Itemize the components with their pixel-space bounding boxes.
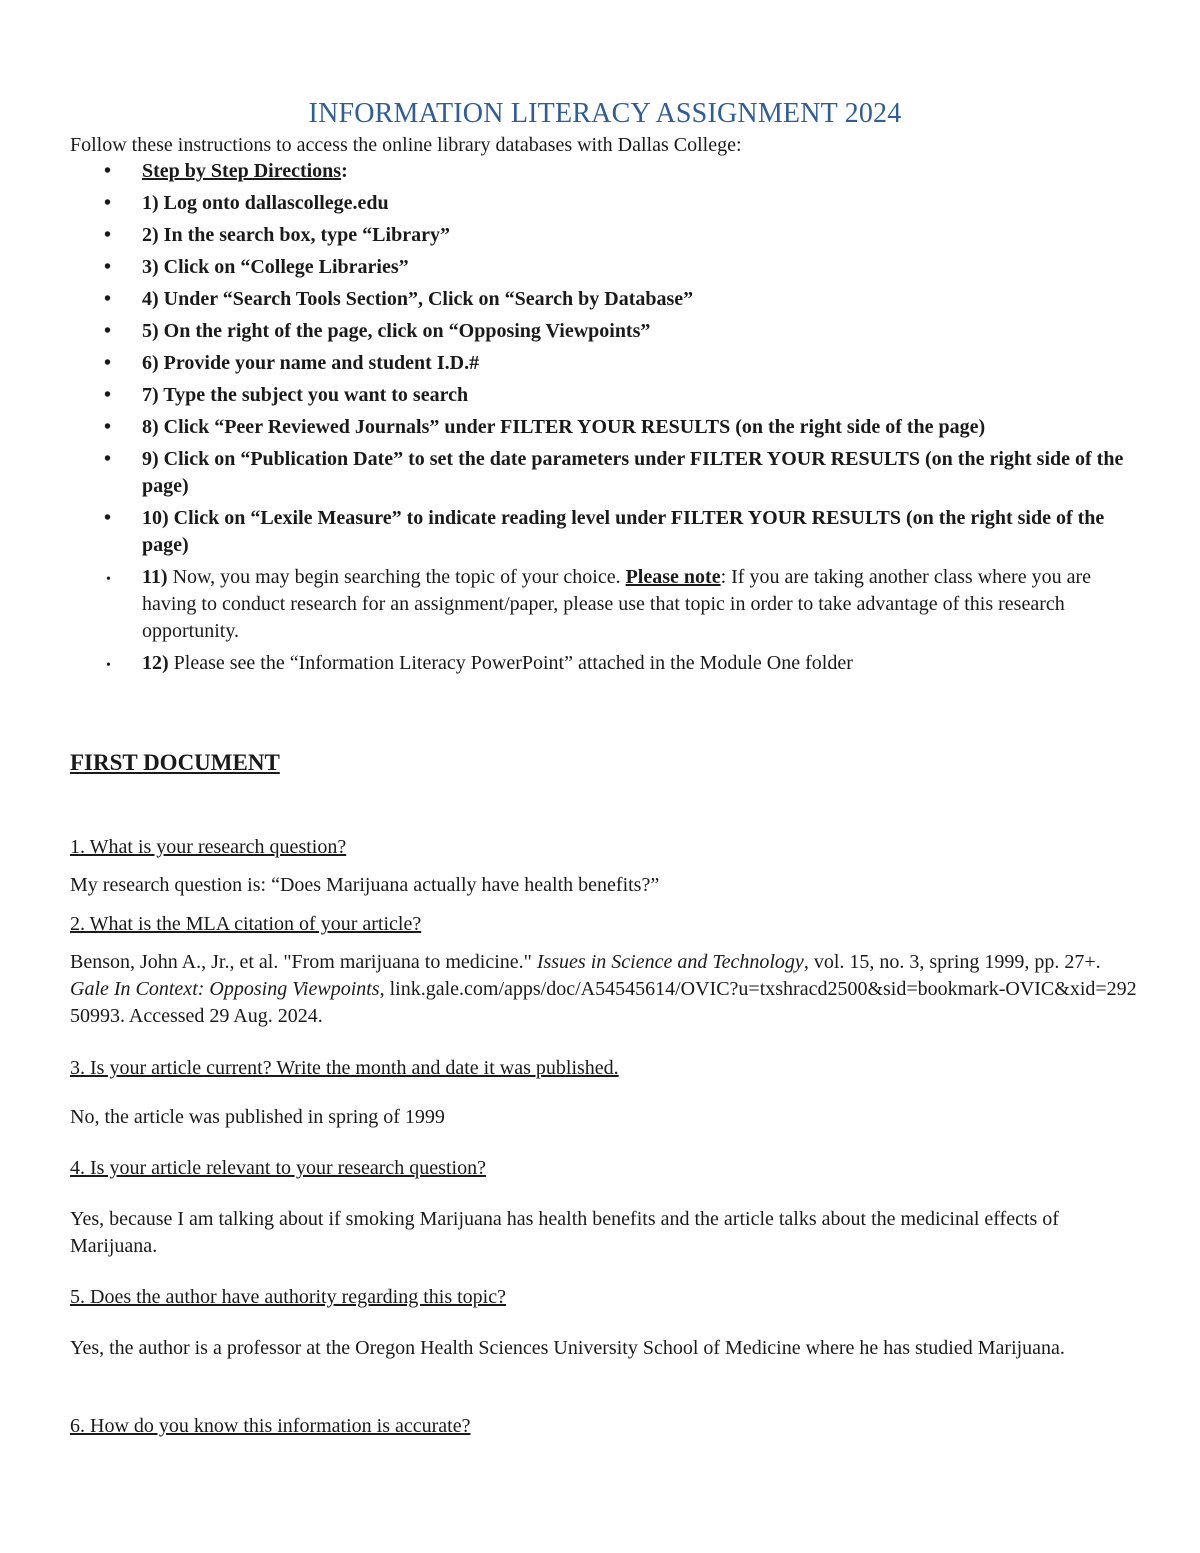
step-text: Please see the “Information Literacy PowerPoint” attached in the Module One folder: [168, 652, 853, 674]
step-text: 6) Provide your name and student I.D.#: [142, 352, 480, 374]
bullet-icon: •: [104, 288, 112, 310]
question-3: [70, 1055, 1140, 1082]
question-1: [70, 834, 1140, 861]
step-text: 1) Log onto dallascollege.edu: [142, 192, 389, 214]
please-note-label: Please note: [625, 566, 721, 588]
answer-2: [70, 949, 1140, 1030]
list-item: [70, 222, 1140, 249]
database-title: Gale In Context: Opposing Viewpoints: [70, 978, 380, 1000]
list-item: [70, 382, 1140, 409]
step-text: 8) Click “Peer Reviewed Journals” under FILTER YOUR RESULTS (on the right side of the page): [142, 416, 986, 438]
answer-5: [70, 1335, 1140, 1362]
journal-title: Issues in Science and Technology: [536, 951, 804, 973]
answer-text: No, the article was published in spring of 1999: [70, 1106, 445, 1128]
bullet-icon: •: [104, 320, 112, 342]
list-item: [70, 286, 1140, 313]
bullet-icon: •: [106, 658, 111, 673]
step-text: 10) Click on “Lexile Measure” to indicate reading level under FILTER YOUR RESULTS (on the right side of the page): [142, 507, 1105, 556]
step-number: 12): [142, 652, 169, 674]
bullet-icon: •: [104, 352, 112, 374]
question-text: 4. Is your article relevant to your research question?: [70, 1157, 486, 1179]
step-text: 3) Click on “College Libraries”: [142, 256, 409, 278]
question-text: 5. Does the author have authority regarding this topic?: [70, 1286, 506, 1308]
bullet-icon: •: [104, 192, 112, 214]
answer-1: [70, 872, 1140, 899]
list-item: [70, 414, 1140, 441]
list-item: [70, 190, 1140, 217]
step-text: Now, you may begin searching the topic of your choice.: [167, 566, 626, 588]
document-page: [70, 96, 1140, 1437]
list-item: [70, 318, 1140, 345]
list-item: [70, 350, 1140, 377]
steps-list: [70, 158, 1140, 677]
answer-text: Yes, because I am talking about if smoking Marijuana has health benefits and the article talks about the medicinal effects of Marijuana.: [70, 1208, 1059, 1257]
step-text: 5) On the right of the page, click on “Opposing Viewpoints”: [142, 320, 651, 342]
list-item: [70, 505, 1140, 559]
step-text: : If you are taking another class where you are having to conduct research for an assignment/paper, please use that topic in order to take advantage of this research opportunity.: [142, 566, 1091, 642]
list-item: [70, 158, 1140, 185]
citation-part: , link.gale.com/apps/doc/A54545614/OVIC?u=txshracd2500&sid=bookmark-OVIC&xid=29250993. Accessed 29 Aug. 2024.: [70, 978, 1137, 1027]
question-text: 3. Is your article current? Write the month and date it was published.: [70, 1057, 619, 1079]
intro-text: Follow these instructions to access the online library databases with Dallas College:: [70, 134, 742, 156]
page-title: INFORMATION LITERACY ASSIGNMENT 2024: [308, 98, 902, 129]
citation-text: [70, 949, 1140, 1030]
bullet-icon: •: [104, 160, 112, 182]
bullet-icon: •: [104, 224, 112, 246]
bullet-icon: •: [104, 416, 112, 438]
step-text: 7) Type the subject you want to search: [142, 384, 469, 406]
question-text: 1. What is your research question?: [70, 836, 347, 858]
question-text: 2. What is the MLA citation of your article?: [70, 913, 422, 935]
list-item: [70, 254, 1140, 281]
steps-heading-colon: :: [341, 160, 348, 182]
citation-part: , vol. 15, no. 3, spring 1999, pp. 27+.: [803, 951, 1101, 973]
step-number: 11): [142, 566, 168, 588]
question-6: [70, 1413, 1140, 1440]
answer-3: [70, 1104, 1140, 1131]
list-item: [70, 564, 1140, 645]
step-text: 9) Click on “Publication Date” to set the date parameters under FILTER YOUR RESULTS (on the right side of the page): [142, 448, 1124, 497]
answer-4: [70, 1206, 1140, 1260]
step-text: 2) In the search box, type “Library”: [142, 224, 450, 246]
bullet-icon: •: [104, 448, 112, 470]
section-heading: FIRST DOCUMENT: [70, 750, 280, 775]
step-text: 4) Under “Search Tools Section”, Click on “Search by Database”: [142, 288, 694, 310]
bullet-icon: •: [104, 256, 112, 278]
answer-text: Yes, the author is a professor at the Oregon Health Sciences University School of Medicine where he has studied Marijuana.: [70, 1337, 1065, 1359]
bullet-icon: •: [104, 384, 112, 406]
bullet-icon: •: [106, 572, 111, 587]
question-4: [70, 1155, 1140, 1182]
answer-text: My research question is: “Does Marijuana actually have health benefits?”: [70, 874, 660, 896]
bullet-icon: •: [104, 507, 112, 529]
question-5: [70, 1284, 1140, 1311]
question-2: [70, 911, 1140, 938]
question-text: 6. How do you know this information is accurate?: [70, 1415, 471, 1437]
list-item: [70, 650, 1140, 677]
list-item: [70, 446, 1140, 500]
citation-part: Benson, John A., Jr., et al. "From marijuana to medicine.": [70, 951, 537, 973]
steps-heading: Step by Step Directions: [142, 160, 342, 182]
